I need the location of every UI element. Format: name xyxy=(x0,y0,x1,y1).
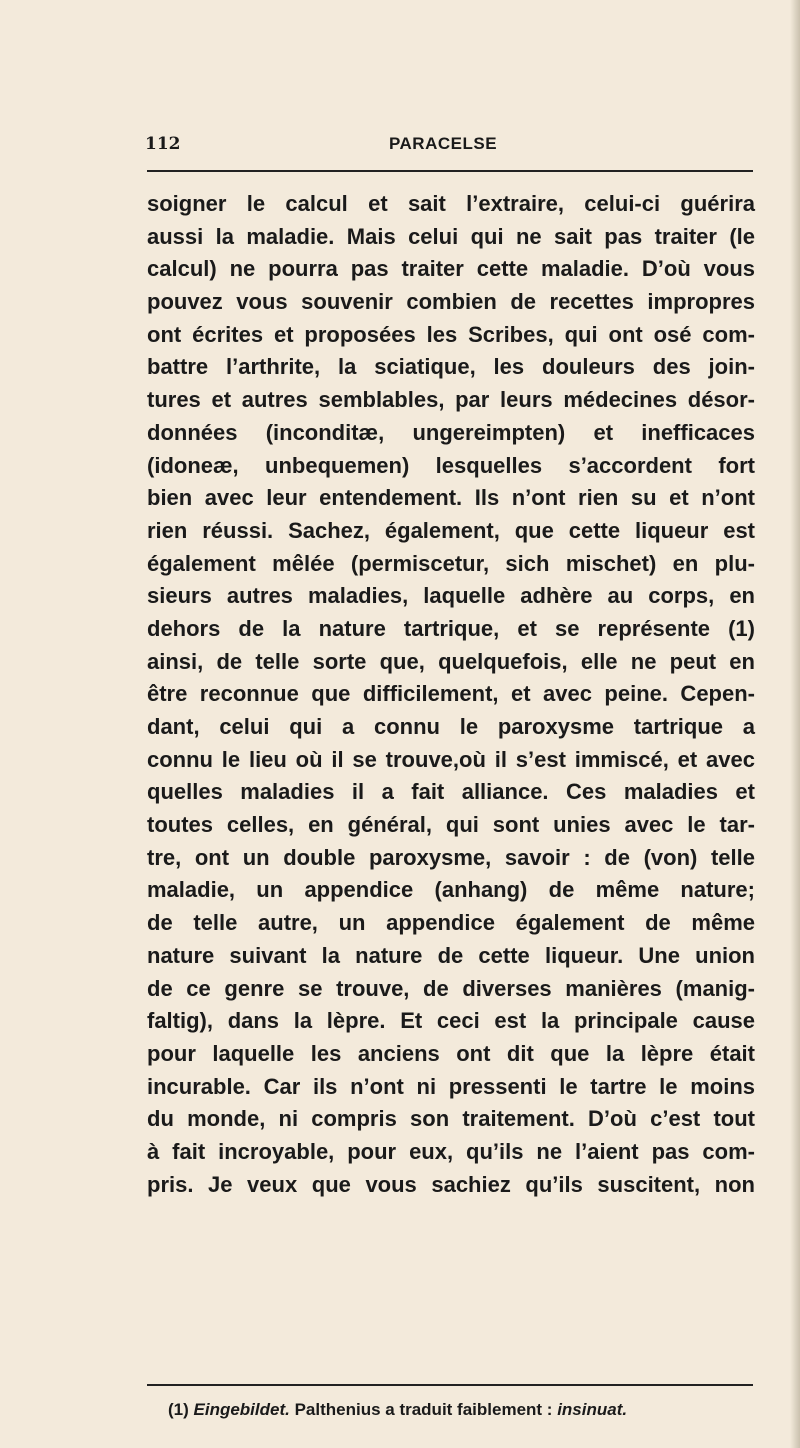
text-line: soigner le calcul et sait l’extraire, celui-ci guérira xyxy=(147,191,755,216)
text-line: pour laquelle les anciens ont dit que la lèpre était xyxy=(147,1040,755,1066)
text-line: ont écrites et proposées les Scribes, qui ont osé com- xyxy=(147,321,755,347)
text-line: (idoneæ, unbequemen) lesquelles s’accordent fort xyxy=(147,452,755,478)
text-line: incurable. Car ils n’ont ni pressenti le tartre le moins xyxy=(147,1073,755,1099)
text-line: pris. Je veux que vous sachiez qu’ils suscitent, non xyxy=(147,1171,755,1197)
text-line: du monde, ni compris son traitement. D’où c’est tout xyxy=(147,1106,755,1132)
text-line: ainsi, de telle sorte que, quelquefois, elle ne peut en xyxy=(147,648,755,674)
footnote-text: Palthenius a traduit faiblement : xyxy=(289,1400,558,1419)
page-header xyxy=(145,134,755,162)
page-number: 112 xyxy=(145,134,181,154)
footnote xyxy=(168,1400,748,1420)
text-line: faltig), dans la lèpre. Et ceci est la principale cause xyxy=(147,1008,755,1034)
text-line: pouvez vous souvenir combien de recettes impropres xyxy=(147,289,755,315)
text-line: bien avec leur entendement. Ils n’ont rien su et n’ont xyxy=(147,485,755,511)
header-rule xyxy=(147,170,753,172)
text-line: être reconnue que difficilement, et avec peine. Cepen- xyxy=(147,681,755,707)
text-line: calcul) ne pourra pas traiter cette maladie. D’où vous xyxy=(147,256,755,282)
text-line: tures et autres semblables, par leurs médecines désor- xyxy=(147,387,755,413)
text-line: connu le lieu où il se trouve,où il s’est immiscé, et avec xyxy=(147,746,755,772)
page-edge xyxy=(790,0,800,1448)
text-line: nature suivant la nature de cette liqueur. Une union xyxy=(147,942,755,968)
text-line: tre, ont un double paroxysme, savoir : de (von) telle xyxy=(147,844,755,870)
footnote-term: Eingebildet. xyxy=(193,1400,290,1419)
footnote-marker: (1) xyxy=(168,1400,189,1419)
text-line: maladie, un appendice (anhang) de même nature; xyxy=(147,877,755,903)
text-line: de ce genre se trouve, de diverses manières (manig- xyxy=(147,975,755,1001)
footnote-translation: insinuat. xyxy=(557,1400,628,1419)
running-title: PARACELSE xyxy=(388,134,498,153)
text-line: dehors de la nature tartrique, et se représente (1) xyxy=(147,615,755,641)
text-line: toutes celles, en général, qui sont unies avec le tar- xyxy=(147,812,755,838)
text-line: aussi la maladie. Mais celui qui ne sait pas traiter (le xyxy=(147,223,755,249)
text-line: dant, celui qui a connu le paroxysme tartrique a xyxy=(147,714,755,739)
text-line: sieurs autres maladies, laquelle adhère au corps, en xyxy=(147,583,755,609)
text-line: quelles maladies il a fait alliance. Ces maladies et xyxy=(147,779,755,805)
text-line: également mêlée (permiscetur, sich mischet) en plu- xyxy=(147,550,755,576)
footnote-rule xyxy=(147,1384,753,1386)
text-line: battre l’arthrite, la sciatique, les douleurs des join- xyxy=(147,354,755,380)
text-line: à fait incroyable, pour eux, qu’ils ne l’aient pas com- xyxy=(147,1138,755,1164)
text-line: de telle autre, un appendice également de même xyxy=(147,910,755,936)
text-line: données (inconditæ, ungereimpten) et inefficaces xyxy=(147,419,755,445)
text-line: rien réussi. Sachez, également, que cette liqueur est xyxy=(147,517,755,543)
body-text xyxy=(147,188,755,1201)
